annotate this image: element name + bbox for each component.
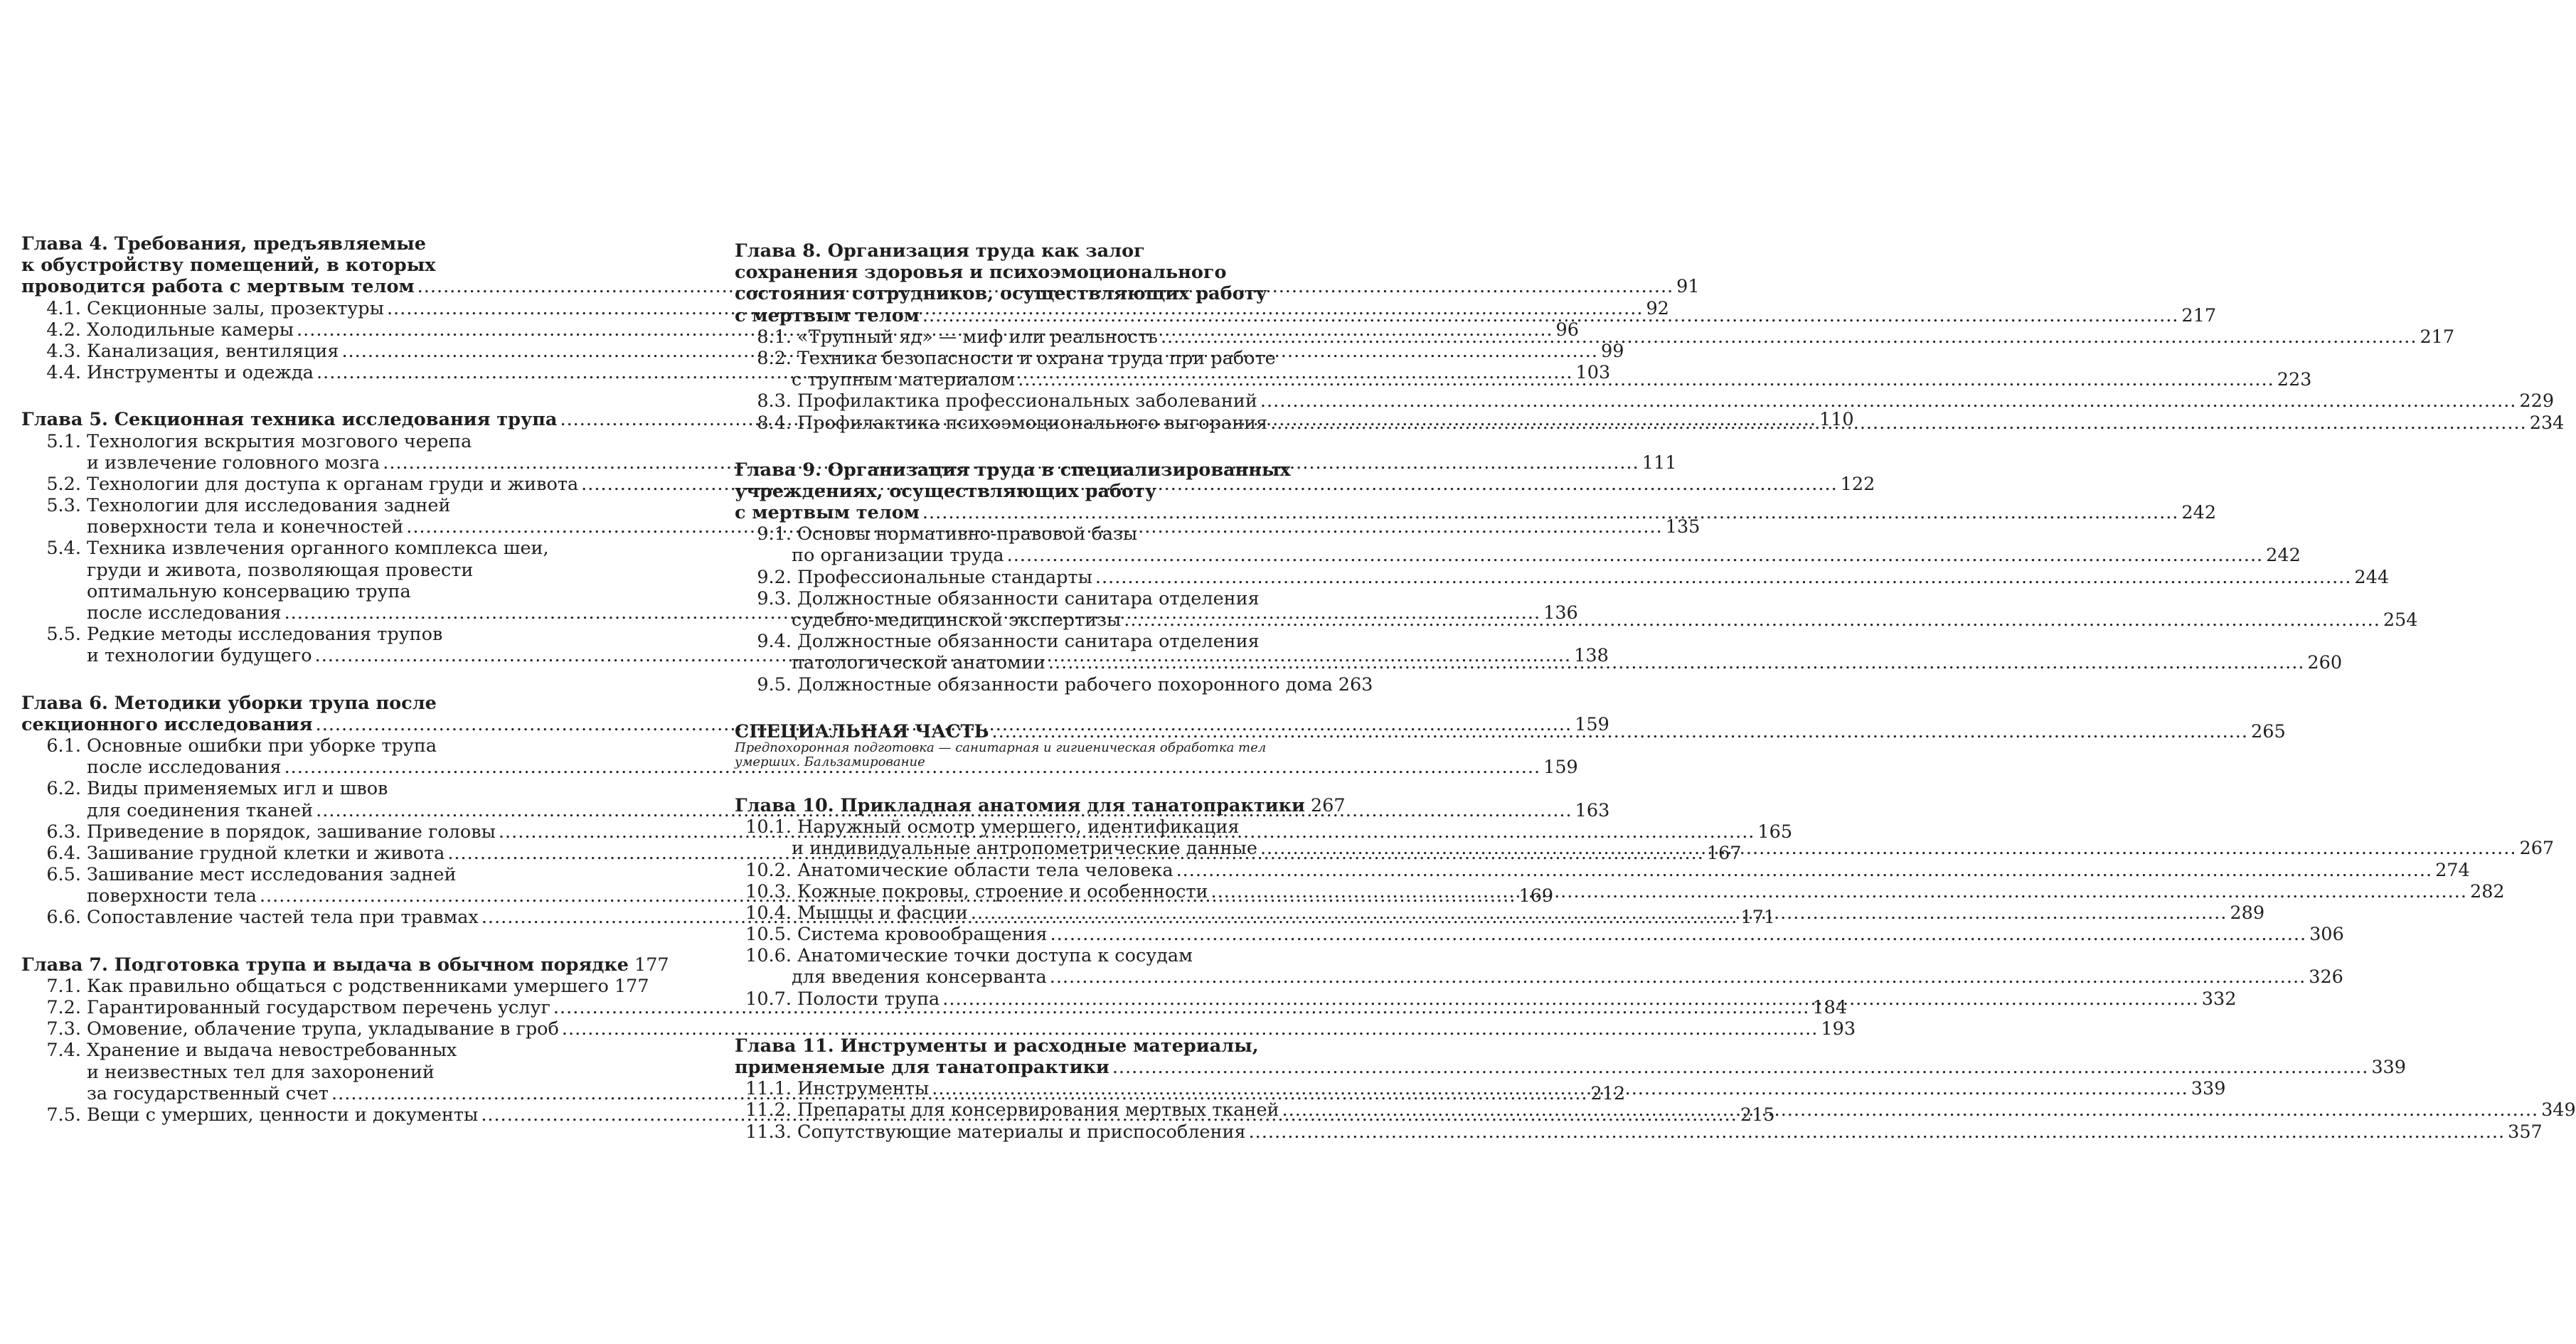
- section-title: Вещи с умерших, ценности и документы: [87, 1104, 479, 1126]
- section-number: 7.2.: [46, 997, 81, 1018]
- page-number: 165: [1757, 821, 1793, 843]
- section-title: Должностные обязанности санитара отделения: [797, 631, 1260, 653]
- page-number: 339: [2191, 1078, 2226, 1100]
- chapter-title-line[interactable]: [735, 481, 1326, 502]
- chapter-title-text: Глава 8. Организация труда как залог: [735, 240, 1145, 262]
- dot-leader: [1018, 369, 2274, 390]
- toc-entry-line[interactable]: [21, 495, 626, 516]
- section-title: и неизвестных тел для захоронений: [87, 1061, 435, 1083]
- dot-leader: [922, 502, 2179, 523]
- chapter-title-text: Глава 5. Секционная техника исследования трупа: [21, 409, 558, 431]
- page-number: 229: [2519, 390, 2555, 412]
- page-number: 184: [1812, 997, 1848, 1018]
- section-number: 7.5.: [46, 1104, 81, 1126]
- toc-entry-line[interactable]: [21, 1062, 626, 1083]
- section-number: 6.3.: [46, 821, 81, 843]
- toc-entry-line[interactable]: [735, 545, 2301, 567]
- chapter-title-text: состояния сотрудников, осуществляющих работу: [735, 283, 1267, 305]
- section-title: Хранение и выдача невостребованных: [87, 1040, 457, 1062]
- section-number: 6.5.: [46, 864, 81, 886]
- section-title: Профилактика психоэмоционального выгорания: [797, 412, 1268, 434]
- chapter-title-text: Глава 6. Методики уборки трупа после: [21, 692, 437, 714]
- page-number: 91: [1676, 276, 1700, 298]
- dot-leader: [942, 988, 2199, 1010]
- section-title: «Трупный яд» — миф или реальность: [797, 326, 1158, 348]
- dot-leader: [971, 902, 2228, 924]
- page-number: 254: [2383, 609, 2418, 631]
- toc-entry-line[interactable]: [735, 816, 1326, 838]
- page-number: 136: [1543, 602, 1578, 624]
- section-title: для соединения тканей: [87, 799, 314, 821]
- section-number: 8.3.: [757, 390, 792, 412]
- section-title: оптимальную консервацию трупа: [87, 580, 411, 602]
- chapter-title-line[interactable]: [735, 1057, 2406, 1078]
- section-title: Как правильно общаться с родственниками умершего: [87, 975, 609, 997]
- section-title: Канализация, вентиляция: [87, 340, 339, 362]
- section-number: 10.7.: [745, 988, 792, 1010]
- dot-leader: [1161, 326, 2417, 348]
- section-title: судебно-медицинской экспертизы: [792, 609, 1122, 631]
- toc-entry-line[interactable]: [735, 631, 1326, 652]
- page-number: 289: [2230, 902, 2265, 924]
- section-title: Техника безопасности и охрана труда при работе: [797, 347, 1276, 369]
- section-title: и индивидуальные антропометрические данные: [792, 838, 1257, 860]
- page-number: 267: [2519, 838, 2555, 860]
- section-title: патологической анатомии: [792, 652, 1045, 674]
- toc-entry-line[interactable]: [21, 975, 649, 997]
- dot-leader: [1095, 567, 2352, 588]
- page-number: 339: [2371, 1057, 2406, 1078]
- toc-entry-line[interactable]: [735, 945, 1326, 966]
- page-number: 306: [2309, 924, 2344, 946]
- page-number: 177: [614, 975, 649, 997]
- toc-entry-line[interactable]: [735, 390, 2555, 412]
- page-number: 234: [2529, 412, 2565, 434]
- chapter-title-line[interactable]: [21, 693, 626, 714]
- section-number: 10.4.: [745, 902, 792, 924]
- dot-leader: [1249, 1121, 2506, 1143]
- section-number: 10.1.: [745, 816, 792, 838]
- toc-entry-line[interactable]: [735, 348, 1326, 369]
- toc-entry-line[interactable]: [735, 859, 2470, 881]
- toc-entry-line[interactable]: [735, 673, 1373, 695]
- section-title: после исследования: [87, 602, 282, 624]
- chapter-title-line[interactable]: [735, 1035, 1326, 1057]
- page-number: 217: [2420, 326, 2455, 348]
- section-number: 5.4.: [46, 538, 81, 560]
- section-title: Должностные обязанности рабочего похоронного дома: [797, 673, 1333, 695]
- page-number: 138: [1574, 645, 1609, 667]
- chapter-title-text: сохранения здоровья и психоэмоционального: [735, 262, 1227, 284]
- page-number: 171: [1740, 907, 1776, 929]
- section-number: 4.1.: [46, 297, 81, 319]
- dot-leader: [932, 1078, 2188, 1099]
- section-number: 5.1.: [46, 430, 81, 452]
- section-title: Секционные залы, прозектуры: [87, 297, 384, 319]
- section-title: Редкие методы исследования трупов: [87, 624, 443, 646]
- section-number: 8.1.: [757, 326, 792, 348]
- section-number: 10.3.: [745, 880, 792, 902]
- section-number: 9.1.: [757, 523, 792, 545]
- toc-entry-line[interactable]: [735, 924, 2344, 946]
- section-title: Холодильные камеры: [87, 319, 294, 341]
- page-number: 349: [2541, 1099, 2576, 1121]
- page-number: 242: [2266, 545, 2301, 567]
- page-number: 332: [2201, 988, 2237, 1010]
- section-title: Полости трупа: [797, 988, 940, 1010]
- section-title: Инструменты: [797, 1078, 930, 1100]
- section-number: 5.3.: [46, 495, 81, 517]
- page-number: 159: [1575, 713, 1609, 735]
- chapter-title-line[interactable]: [735, 240, 1326, 262]
- section-title: Инструменты и одежда: [87, 362, 314, 384]
- section-title: после исследования: [87, 757, 282, 779]
- section-title: Сопоставление частей тела при травмах: [87, 907, 479, 929]
- special-part-title: СПЕЦИАЛЬНАЯ ЧАСТЬ: [735, 720, 989, 742]
- chapter-title-text: секционного исследования: [21, 713, 313, 735]
- chapter-title-text: учреждениях, осуществляющих работу: [735, 480, 1157, 502]
- chapter-title-text: Глава 9. Организация труда в специализированных: [735, 459, 1291, 481]
- dot-leader: [1112, 1057, 2369, 1078]
- page-number: 177: [634, 954, 669, 976]
- section-title: по организации труда: [792, 545, 1004, 567]
- chapter-title-text: с мертвым телом: [735, 304, 920, 326]
- toc-entry-line[interactable]: [21, 1040, 626, 1061]
- page-number: 135: [1665, 516, 1701, 538]
- dot-leader: [1050, 924, 2307, 945]
- page-number: 265: [2251, 720, 2286, 742]
- section-title: Техника извлечения органного комплекса шеи,: [87, 538, 549, 560]
- toc-entry-line[interactable]: [21, 757, 1578, 779]
- page-number: 96: [1555, 319, 1579, 341]
- section-number: 6.4.: [46, 842, 81, 864]
- section-title: Сопутствующие материалы и приспособления: [797, 1121, 1246, 1143]
- chapter-title-text: к обустройству помещений, в которых: [21, 255, 436, 277]
- chapter-title-line[interactable]: [735, 502, 2217, 524]
- dot-leader: [1176, 860, 2433, 881]
- section-title: с трупным материалом: [792, 369, 1016, 391]
- section-number: 6.1.: [46, 735, 81, 757]
- section-title: поверхности тела и конечностей: [87, 516, 404, 538]
- page-number: 263: [1338, 673, 1373, 695]
- section-number: 9.2.: [757, 566, 792, 588]
- toc-entry-line[interactable]: [735, 523, 1326, 545]
- section-title: Омовение, облачение трупа, укладывание в гроб: [87, 1018, 559, 1040]
- section-number: 6.2.: [46, 778, 81, 800]
- section-title: Анатомические точки доступа к сосудам: [797, 945, 1193, 967]
- section-title: Профессиональные стандарты: [797, 566, 1092, 588]
- dot-leader: [1282, 1099, 2539, 1121]
- section-number: 5.2.: [46, 473, 81, 495]
- section-title: груди и живота, позволяющая провести: [87, 559, 474, 581]
- toc-entry-line[interactable]: [735, 966, 2343, 988]
- chapter-title-line[interactable]: [735, 794, 1346, 816]
- page-number: 193: [1821, 1018, 1856, 1040]
- special-part-description: Предпохоронная подготовка — санитарная и гигиеническая обработка тел умерших. Бальзамирование: [735, 740, 1267, 769]
- page-number: 92: [1646, 297, 1669, 319]
- section-title: Гарантированный государством перечень услуг: [87, 997, 550, 1018]
- section-number: 6.6.: [46, 907, 81, 929]
- section-title: Технологии для доступа к органам груди и живота: [87, 473, 579, 495]
- section-title: Технологии для исследования задней: [87, 495, 451, 517]
- section-number: 11.3.: [745, 1121, 792, 1143]
- chapter-title-line[interactable]: [735, 283, 1326, 304]
- section-title: за государственный счет: [87, 1082, 329, 1104]
- page-number: 357: [2508, 1121, 2543, 1143]
- page-number: 242: [2181, 502, 2217, 524]
- chapter-title-line[interactable]: [21, 255, 626, 276]
- section-number: 9.5.: [757, 673, 792, 695]
- page-number: 217: [2181, 304, 2217, 326]
- section-number: 4.2.: [46, 319, 81, 341]
- page-number: 326: [2309, 966, 2343, 988]
- page-number: 122: [1840, 473, 1875, 495]
- section-title: Приведение в порядок, зашивание головы: [87, 821, 496, 843]
- chapter-title-text: Глава 11. Инструменты и расходные материалы,: [735, 1035, 1259, 1057]
- chapter-title-text: Глава 4. Требования, предъявляемые: [21, 233, 426, 255]
- toc-entry-line[interactable]: [21, 538, 626, 559]
- chapter-title-text: Глава 10. Прикладная анатомия для танатопрактики: [735, 794, 1305, 816]
- chapter-title-text: применяемые для танатопрактики: [735, 1057, 1109, 1078]
- chapter-title-line[interactable]: [735, 262, 1326, 283]
- chapter-title-line[interactable]: [21, 233, 626, 255]
- chapter-title-line[interactable]: [735, 459, 1326, 481]
- section-number: 7.4.: [46, 1040, 81, 1062]
- page-number: 215: [1740, 1104, 1775, 1126]
- dot-leader: [992, 721, 2249, 742]
- page-number: 267: [1310, 794, 1346, 816]
- dot-leader: [922, 305, 2179, 326]
- toc-entry-line[interactable]: [21, 431, 626, 452]
- section-title: Основные ошибки при уборке трупа: [87, 735, 437, 757]
- section-title: Наружный осмотр умершего, идентификация: [797, 816, 1240, 838]
- page-number: 244: [2354, 566, 2390, 588]
- toc-entry-line[interactable]: [21, 581, 626, 602]
- page-number: 223: [2277, 369, 2312, 391]
- page-number: 111: [1641, 452, 1677, 474]
- section-title: для введения консерванта: [792, 966, 1047, 988]
- section-number: 10.5.: [745, 924, 792, 946]
- dot-leader: [1210, 881, 2467, 902]
- page-number: 167: [1706, 842, 1742, 864]
- section-title: и извлечение головного мозга: [87, 452, 380, 474]
- section-number: 5.5.: [46, 624, 81, 646]
- toc-entry-line[interactable]: [735, 566, 2390, 588]
- page-number: 274: [2435, 859, 2470, 881]
- section-title: Виды применяемых игл и швов: [87, 778, 388, 800]
- section-title: Анатомические области тела человека: [797, 859, 1173, 881]
- section-title: Технология вскрытия мозгового черепа: [87, 430, 472, 452]
- page-number: 99: [1600, 340, 1624, 362]
- dot-leader: [1007, 545, 2264, 566]
- dot-leader: [1050, 966, 2306, 988]
- section-number: 10.6.: [745, 945, 792, 967]
- section-title: Мышцы и фасции: [797, 902, 968, 924]
- toc-entry-line[interactable]: [21, 560, 626, 581]
- section-title: и технологии будущего: [87, 645, 312, 667]
- dot-leader: [1260, 838, 2517, 859]
- section-title: Зашивание мест исследования задней: [87, 864, 457, 886]
- section-number: 7.3.: [46, 1018, 81, 1040]
- section-number: 11.1.: [745, 1078, 792, 1100]
- chapter-title-text: с мертвым телом: [735, 502, 920, 524]
- section-number: 8.2.: [757, 347, 792, 369]
- page-number: 212: [1590, 1082, 1626, 1104]
- toc-entry-line[interactable]: [21, 624, 626, 645]
- section-number: 7.1.: [46, 975, 81, 997]
- section-title: Препараты для консервирования мертвых тканей: [797, 1099, 1279, 1121]
- section-number: 10.2.: [745, 859, 792, 881]
- dot-leader: [1260, 390, 2517, 412]
- toc-entry-line[interactable]: [735, 1121, 2543, 1143]
- section-title: Основы нормативно-правовой базы: [797, 523, 1138, 545]
- page-number: 282: [2469, 880, 2505, 902]
- section-title: Кожные покровы, строение и особенности: [797, 880, 1208, 902]
- section-number: 4.4.: [46, 362, 81, 384]
- section-number: 11.2.: [745, 1099, 792, 1121]
- section-title: Профилактика профессиональных заболеваний: [797, 390, 1257, 412]
- toc-entry-line[interactable]: [21, 735, 626, 757]
- dot-leader: [1124, 609, 2380, 631]
- section-number: 4.3.: [46, 340, 81, 362]
- page-number: 169: [1518, 885, 1554, 907]
- toc-entry-line[interactable]: [21, 864, 626, 885]
- chapter-title-text: Глава 7. Подготовка трупа и выдача в обычном порядке: [21, 954, 629, 976]
- page-number: 163: [1575, 799, 1610, 821]
- page-number: 159: [1543, 757, 1578, 779]
- section-number: 9.4.: [757, 631, 792, 653]
- page-number: 110: [1819, 409, 1854, 431]
- chapter-title-line[interactable]: [21, 954, 669, 976]
- toc-entry-line[interactable]: [21, 778, 626, 799]
- dot-leader: [1048, 652, 2305, 673]
- section-title: Система кровообращения: [797, 924, 1048, 946]
- section-number: 9.3.: [757, 587, 792, 609]
- toc-entry-line[interactable]: [21, 1018, 1856, 1040]
- dot-leader: [1270, 412, 2527, 434]
- section-number: 8.4.: [757, 412, 792, 434]
- section-title: Должностные обязанности санитара отделения: [797, 587, 1260, 609]
- page-number: 260: [2307, 652, 2343, 674]
- chapter-title-text: проводится работа с мертвым телом: [21, 276, 415, 298]
- toc-entry-line[interactable]: [735, 588, 1326, 609]
- section-title: Зашивание грудной клетки и живота: [87, 842, 445, 864]
- page-number: 103: [1575, 362, 1611, 384]
- section-title: поверхности тела: [87, 885, 257, 907]
